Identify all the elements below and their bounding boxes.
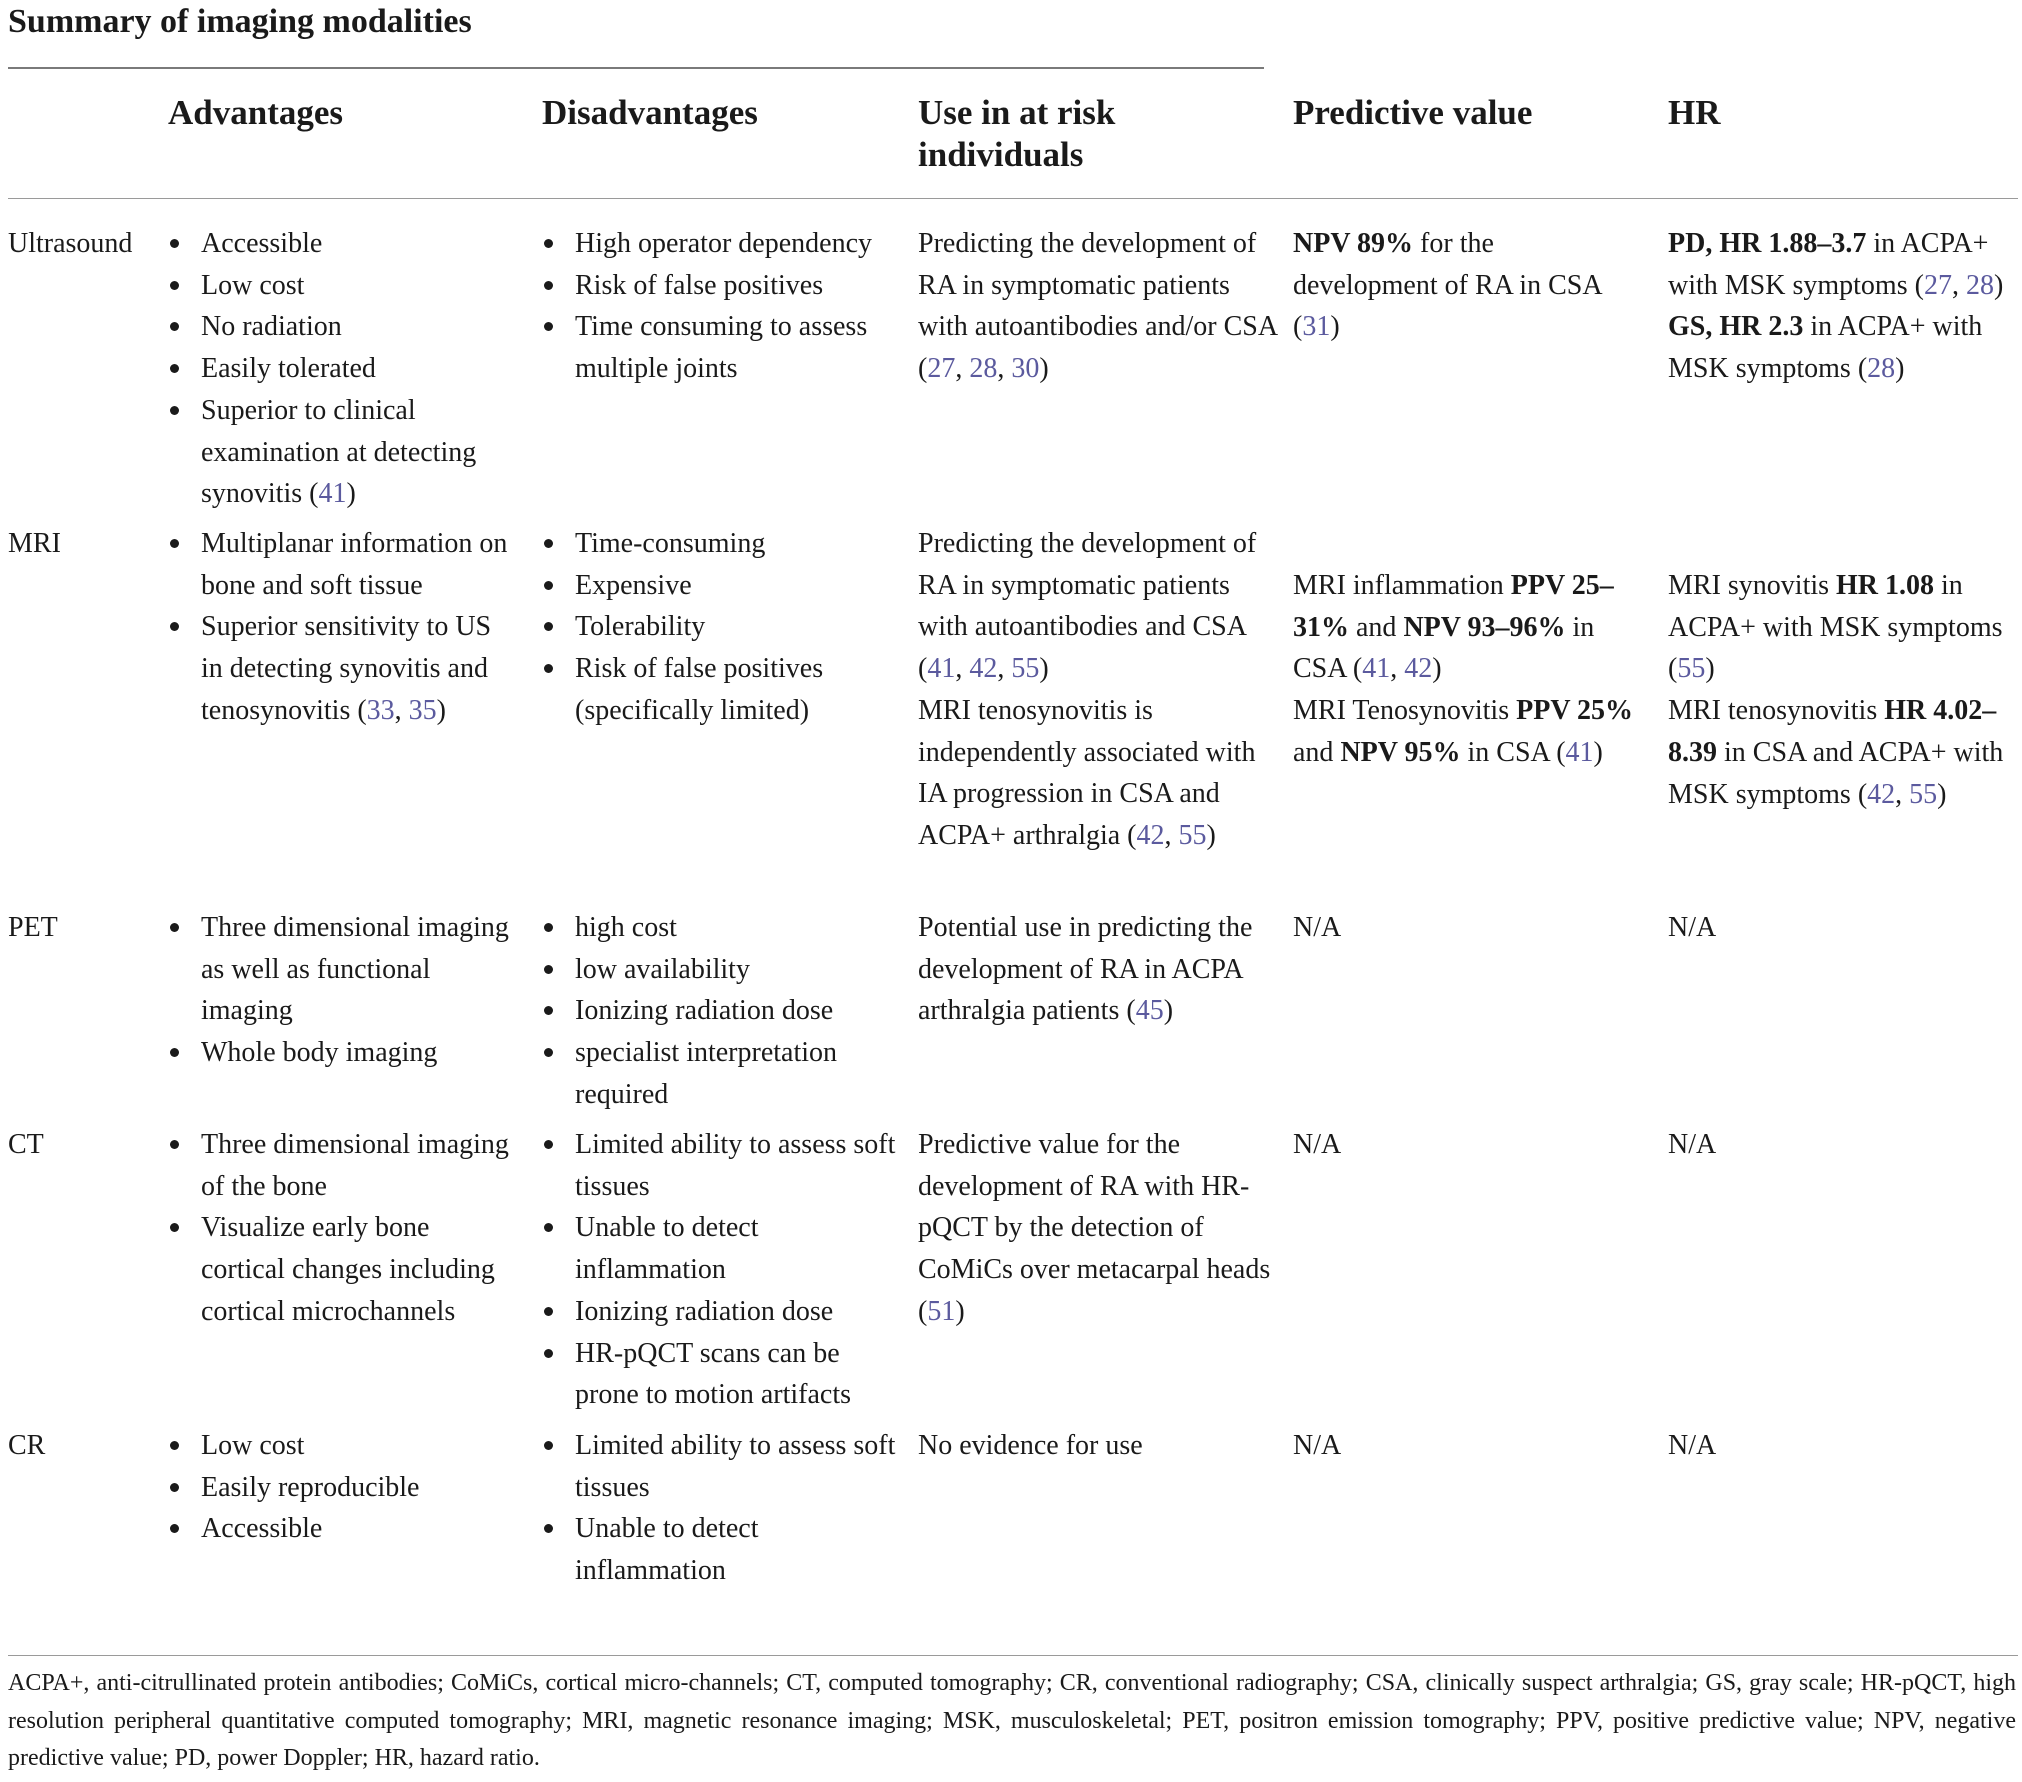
row-label-pet: PET <box>8 912 58 943</box>
ultrasound-hr: PD, HR 1.88–3.7 in ACPA+ with MSK symptoms (27, 28) GS, HR 2.3 in ACPA+ with MSK symptoms (28) <box>1668 228 2004 385</box>
list-item: Time consuming to assess multiple joints <box>542 306 902 389</box>
mri-hr: MRI synovitis HR 1.08 in ACPA+ with MSK symptoms (55) MRI tenosynovitis HR 4.02–8.39 in CSA and ACPA+ with MSK symptoms (42, 55) <box>1668 570 2004 810</box>
citation-link[interactable]: 45 <box>1135 995 1164 1027</box>
pet-advantages <box>168 907 513 1074</box>
ct-advantages <box>168 1124 513 1333</box>
cr-hr: N/A <box>1668 1430 1717 1461</box>
mri-disadvantages <box>542 523 902 732</box>
header-hr: HR <box>1668 93 1721 132</box>
citation-link[interactable]: 41 <box>318 478 347 510</box>
list-item: Superior to clinical examination at detecting synovitis (41) <box>168 390 513 515</box>
list-item: Expensive <box>542 565 902 607</box>
citation-link[interactable]: 28 <box>969 353 998 385</box>
list-item: Ionizing radiation dose <box>542 1291 902 1333</box>
citation-link[interactable]: 55 <box>1178 819 1207 851</box>
mri-use: Predicting the development of RA in symptomatic patients with autoantibodies and CSA (41, 42, 55) MRI tenosynovitis is independently associated with IA progression in CSA and ACPA+ arthralgia (42, 55) <box>918 528 1257 851</box>
citation-link[interactable]: 33 <box>366 694 395 726</box>
list-item: Multiplanar information on bone and soft tissue <box>168 523 513 606</box>
citation-link[interactable]: 55 <box>1011 653 1040 685</box>
list-item: Three dimensional imaging as well as functional imaging <box>168 907 513 1032</box>
pet-use: Potential use in predicting the development of RA in ACPA arthralgia patients (45) <box>918 912 1253 1027</box>
ct-predictive-value: N/A <box>1293 1129 1342 1160</box>
list-item: Easily tolerated <box>168 348 513 390</box>
row-label-mri: MRI <box>8 528 61 559</box>
list-item: Unable to detect inflammation <box>542 1508 902 1591</box>
citation-link[interactable]: 35 <box>408 694 437 726</box>
list-item: Tolerability <box>542 606 902 648</box>
list-item: High operator dependency <box>542 223 902 265</box>
list-item: Ionizing radiation dose <box>542 990 902 1032</box>
citation-link[interactable]: 41 <box>927 653 956 685</box>
list-item: No radiation <box>168 306 513 348</box>
cr-predictive-value: N/A <box>1293 1430 1342 1461</box>
header-use-line2: individuals <box>918 135 1084 174</box>
header-use-at-risk <box>918 92 1283 176</box>
citation-link[interactable]: 41 <box>1565 736 1594 768</box>
header-disadvantages: Disadvantages <box>542 93 758 132</box>
ct-use: Predictive value for the development of RA with HR-pQCT by the detection of CoMiCs over metacarpal heads (51) <box>918 1129 1271 1327</box>
ct-hr: N/A <box>1668 1129 1717 1160</box>
citation-link[interactable]: 51 <box>927 1295 956 1327</box>
cr-advantages <box>168 1425 513 1550</box>
row-label-ultrasound: Ultrasound <box>8 228 133 259</box>
list-item: Whole body imaging <box>168 1032 513 1074</box>
citation-link[interactable]: 28 <box>1965 269 1994 301</box>
list-item: low availability <box>542 949 902 991</box>
list-item: high cost <box>542 907 902 949</box>
ultrasound-use: Predicting the development of RA in symptomatic patients with autoantibodies and/or CSA (27, 28, 30) <box>918 228 1277 385</box>
list-item: Easily reproducible <box>168 1467 513 1509</box>
citation-link[interactable]: 42 <box>969 653 998 685</box>
table-footnote: ACPA+, anti-citrullinated protein antibodies; CoMiCs, cortical micro-channels; CT, computed tomography; CR, conventional radiography; CSA, clinically suspect arthralgia; GS, gray scale; HR-pQCT, high resolution peripheral quantitative computed tomography; MRI, magnetic resonance imaging; MSK, musculoskeletal; PET, positron emission tomography; PPV, positive predictive value; NPV, negative predictive value; PD, power Doppler; HR, hazard ratio. <box>8 1670 2016 1771</box>
list-item: Superior sensitivity to US in detecting synovitis and tenosynovitis (33, 35) <box>168 606 513 731</box>
mri-predictive-value: MRI inflammation PPV 25–31% and NPV 93–96% in CSA (41, 42) MRI Tenosynovitis PPV 25% and NPV 95% in CSA (41) <box>1293 570 1634 768</box>
pet-predictive-value: N/A <box>1293 912 1342 943</box>
list-item: Limited ability to assess soft tissues <box>542 1124 902 1207</box>
list-item: Unable to detect inflammation <box>542 1207 902 1290</box>
citation-link[interactable]: 55 <box>1677 653 1706 685</box>
citation-link[interactable]: 55 <box>1909 778 1938 810</box>
citation-link[interactable]: 31 <box>1302 311 1331 343</box>
list-item: Limited ability to assess soft tissues <box>542 1425 902 1508</box>
footer-rule <box>8 1655 2018 1656</box>
ct-disadvantages <box>542 1124 902 1416</box>
ultrasound-disadvantages <box>542 223 902 390</box>
citation-link[interactable]: 42 <box>1404 653 1433 685</box>
pet-hr: N/A <box>1668 912 1717 943</box>
row-label-cr: CR <box>8 1430 46 1461</box>
citation-link[interactable]: 27 <box>1923 269 1952 301</box>
list-item: Accessible <box>168 1508 513 1550</box>
list-item: HR-pQCT scans can be prone to motion artifacts <box>542 1333 902 1416</box>
citation-link[interactable]: 28 <box>1867 353 1896 385</box>
table-title: Summary of imaging modalities <box>8 3 472 40</box>
cr-disadvantages <box>542 1425 902 1592</box>
title-rule <box>8 67 1264 69</box>
cr-use: No evidence for use <box>918 1430 1143 1461</box>
list-item: Visualize early bone cortical changes including cortical microchannels <box>168 1207 513 1332</box>
row-label-ct: CT <box>8 1129 44 1160</box>
citation-link[interactable]: 27 <box>927 353 956 385</box>
ultrasound-advantages <box>168 223 513 515</box>
header-use-line1: Use in at risk <box>918 93 1116 132</box>
citation-link[interactable]: 30 <box>1011 353 1040 385</box>
list-item: specialist interpretation required <box>542 1032 902 1115</box>
ultrasound-predictive-value: NPV 89% for the development of RA in CSA (31) <box>1293 228 1601 343</box>
list-item: Risk of false positives <box>542 265 902 307</box>
header-rule <box>8 198 2018 199</box>
citation-link[interactable]: 41 <box>1362 653 1391 685</box>
list-item: Low cost <box>168 1425 513 1467</box>
mri-advantages <box>168 523 513 732</box>
pet-disadvantages <box>542 907 902 1116</box>
citation-link[interactable]: 42 <box>1136 819 1165 851</box>
list-item: Time-consuming <box>542 523 902 565</box>
list-item: Three dimensional imaging of the bone <box>168 1124 513 1207</box>
list-item: Risk of false positives (specifically limited) <box>542 648 902 731</box>
list-item: Accessible <box>168 223 513 265</box>
header-advantages: Advantages <box>168 93 344 132</box>
citation-link[interactable]: 42 <box>1867 778 1896 810</box>
list-item: Low cost <box>168 265 513 307</box>
header-predictive-value: Predictive value <box>1293 93 1533 132</box>
